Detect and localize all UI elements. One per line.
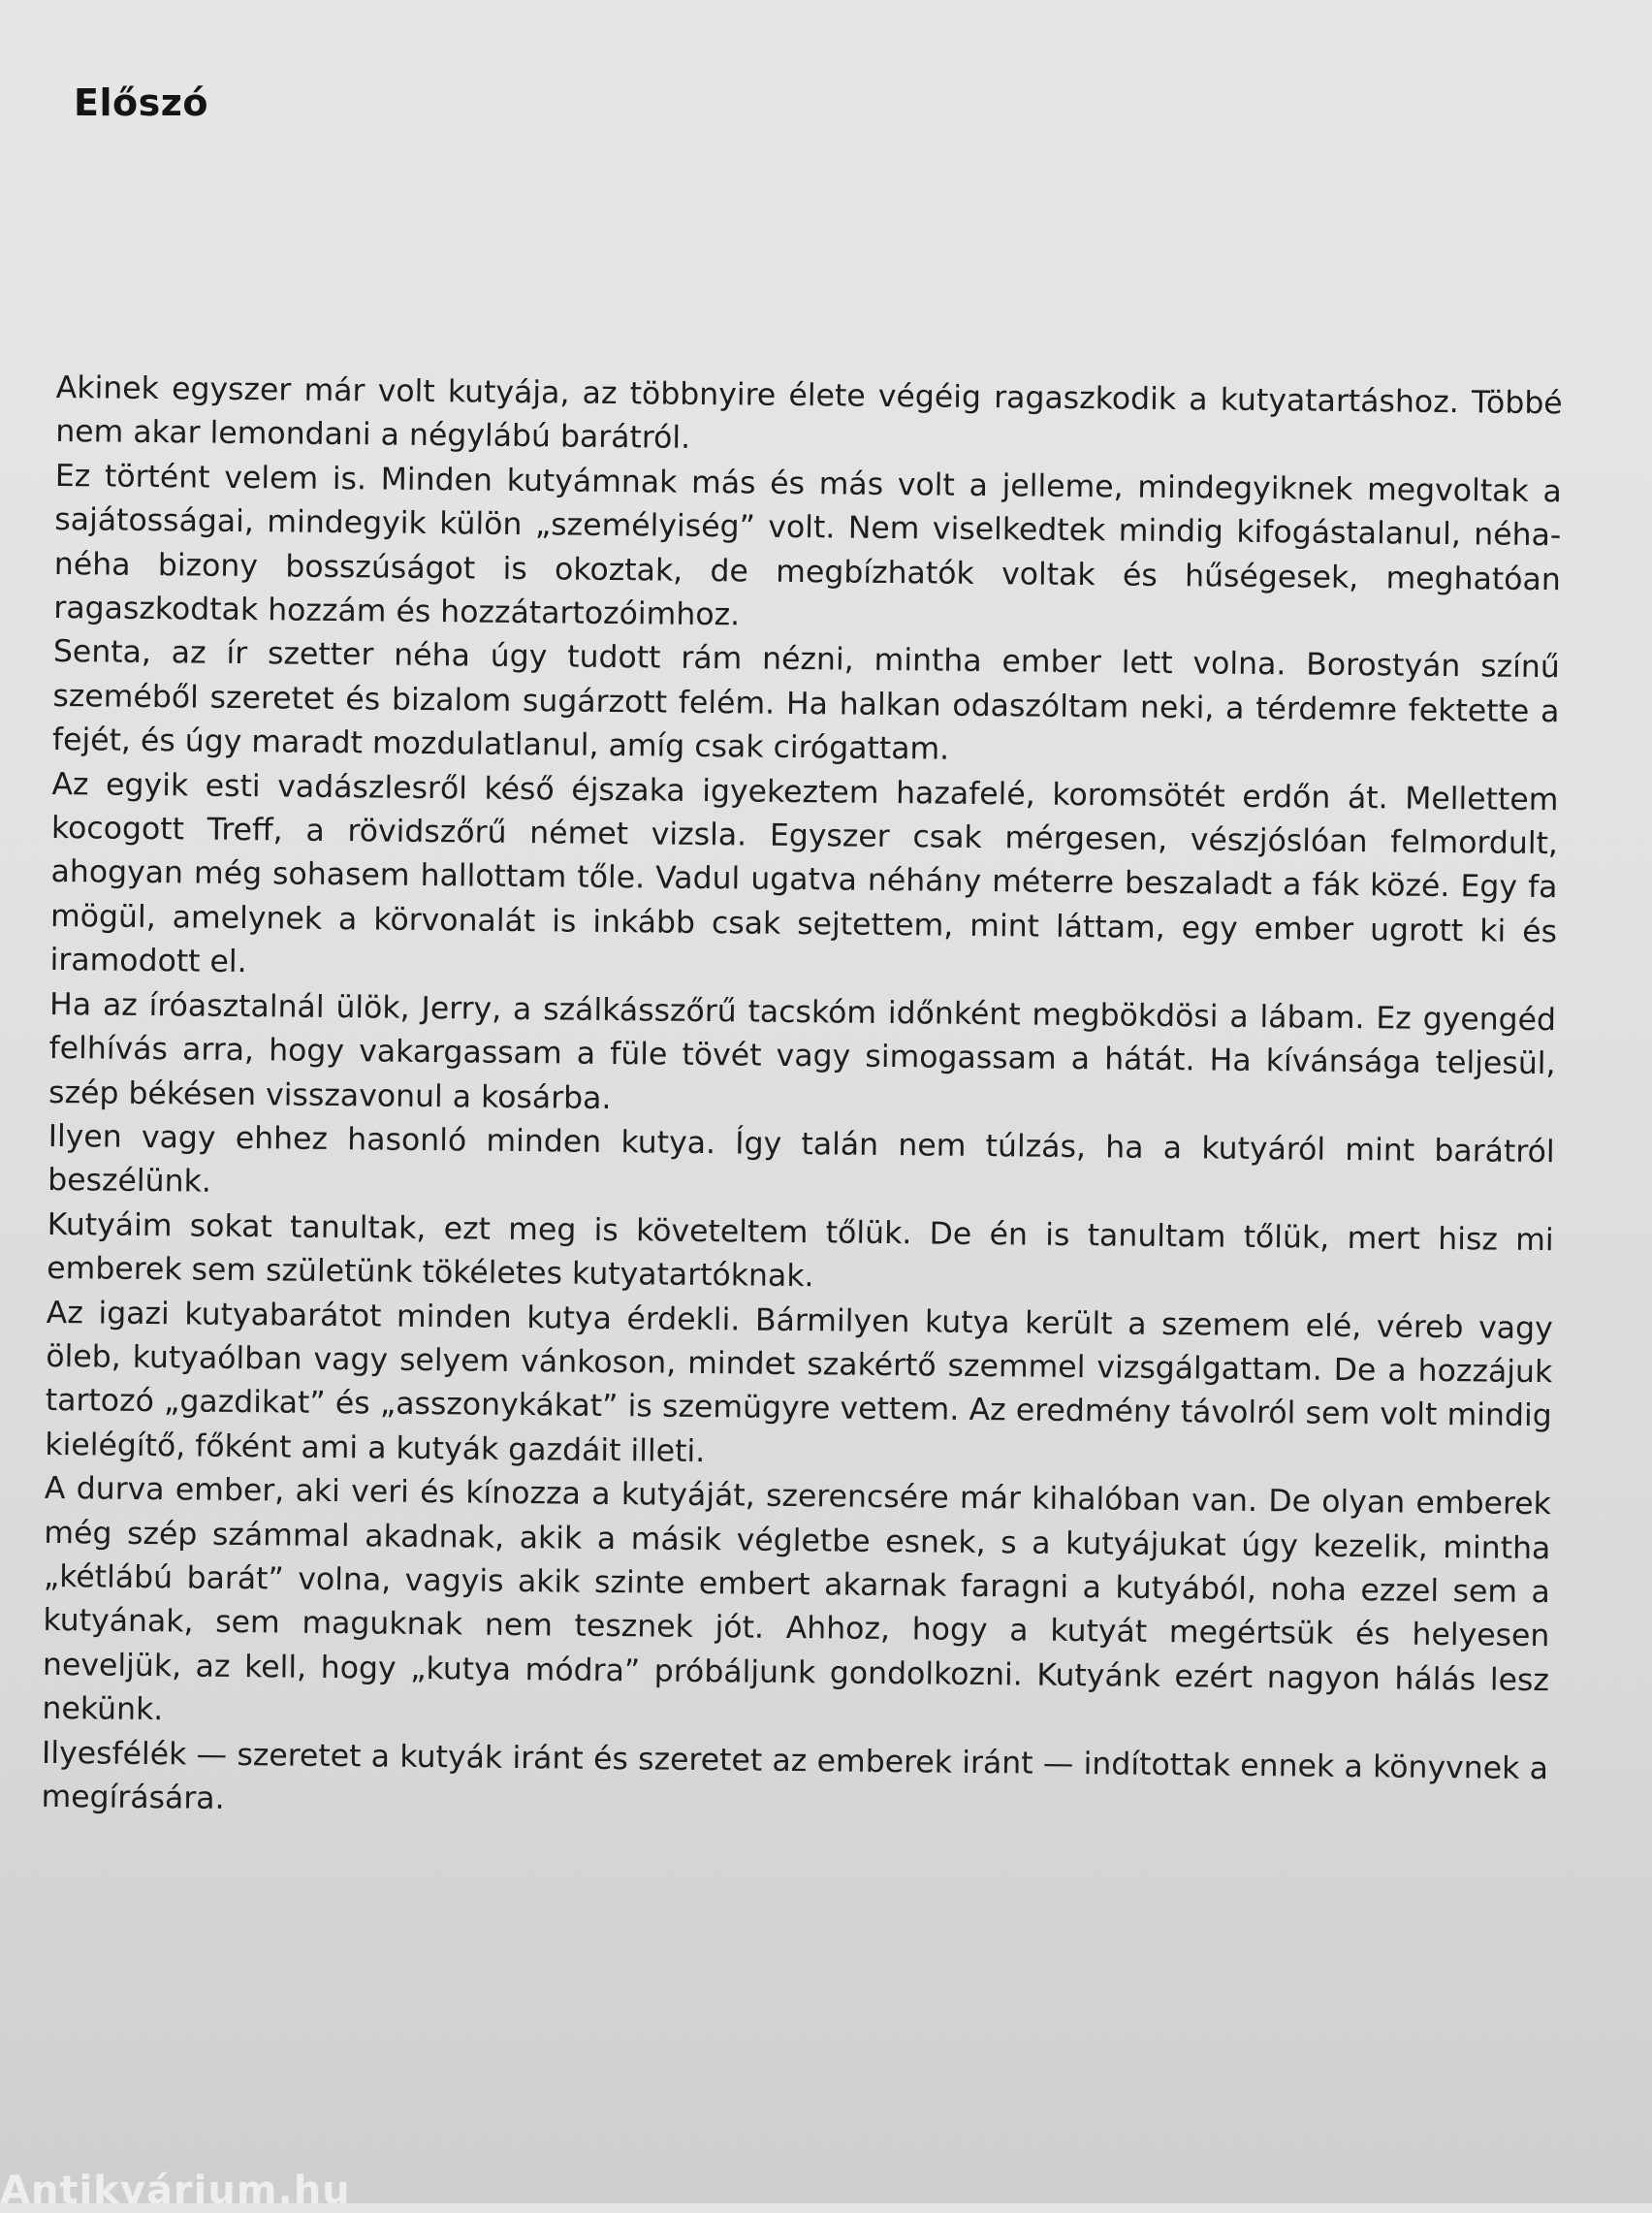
paragraph-7: Kutyáim sokat tanultak, ezt meg is követeltem tőlük. De én is tanultam tőlük, mert hisz mi emberek sem születünk tökéletes kutyatartóknak. [47,1206,1554,1295]
paragraph-4: Az egyik esti vadászlesről késő éjszaka igyekeztem hazafelé, koromsötét erdőn át. Mellettem kocogott Treff, a rövidszőrű német vizsla. Egyszer csak mérgesen, vészjóslóan felmordult, ahogyan még sohasem hallottam tőle. Vadul ugatva néhány méterre beszaladt a fák közé. Egy fa mögül, amelynek a körvonalát is inkább csak sejtettem, mint láttam, egy ember ugrott ki és iramodott el. [49,766,1559,980]
page-heading: Előszó [74,81,208,124]
paragraph-1: Akinek egyszer már volt kutyája, az többnyire élete végéig ragaszkodik a kutyatartáshoz. Többé nem akar lemondani a négylábú barátról. [55,369,1563,457]
paragraph-6: Ilyen vagy ehhez hasonló minden kutya. Így talán nem túlzás, ha a kutyáról mint barátról beszélünk. [48,1118,1555,1201]
watermark: Antikvárium.hu [0,2168,351,2213]
paragraph-9: A durva ember, aki veri és kínozza a kutyáját, szerencsére már kihalóban van. De olyan emberek még szép számmal akadnak, akik a másik végletbe esnek, s a kutyájukat úgy kezelik, mintha „kétlábú barát” volna, vagyis akik szinte embert akarnak faragni a kutyából, noha ezzel sem a kutyának, sem maguknak nem tesznek jót. Ahhoz, hogy a kutyát megértsük és helyesen neveljük, az kell, hogy „kutya módra” próbáljunk gondolkozni. Kutyánk ezért nagyon hálás lesz nekünk. [42,1471,1551,1728]
paragraph-8: Az igazi kutyabarátot minden kutya érdekli. Bármilyen kutya került a szemem elé, véreb vagy öleb, kutyaólban vagy selyem vánkoson, mindet szakértő szemmel vizsgálgattam. De a hozzájuk tartozó „gazdikat” és „asszonykákat” is szemügyre vettem. Az eredmény távolról sem volt mindig kielégítő, főként ami a kutyák gazdáit illeti. [45,1295,1553,1469]
paragraph-3: Senta, az ír szetter néha úgy tudott rám nézni, mintha ember lett volna. Borostyán színű szeméből szeretet és bizalom sugárzott felém. Ha halkan odaszóltam neki, a térdemre fektette a fejét, és úgy maradt mozdulatlanul, amíg csak cirógattam. [51,634,1561,767]
paragraph-2: Ez történt velem is. Minden kutyámnak más és más volt a jelleme, mindegyiknek megvoltak a sajátosságai, mindegyik külön „személyiség” volt. Nem viselkedtek mindig kifogástalanul, néha-néha bizony bosszúságot is okoztak, de megbízhatók voltak és hűségesek, meghatóan ragaszkodtak hozzám és hozzátartozóimhoz. [53,458,1562,633]
body-text [41,367,1563,1836]
paragraph-5: Ha az íróasztalnál ülök, Jerry, a szálkásszőrű tacskóm időnként megbökdösi a lábam. Ez gyengéd felhívás arra, hogy vakargassam a füle tövét vagy simogassam a hátát. Ha kívánsága teljesül, szép békésen visszavonul a kosárba. [48,986,1557,1116]
paragraph-10: Ilyesfélék — szeretet a kutyák iránt és szeretet az emberek iránt — indítottak ennek a könyvnek a megírására. [41,1735,1549,1816]
